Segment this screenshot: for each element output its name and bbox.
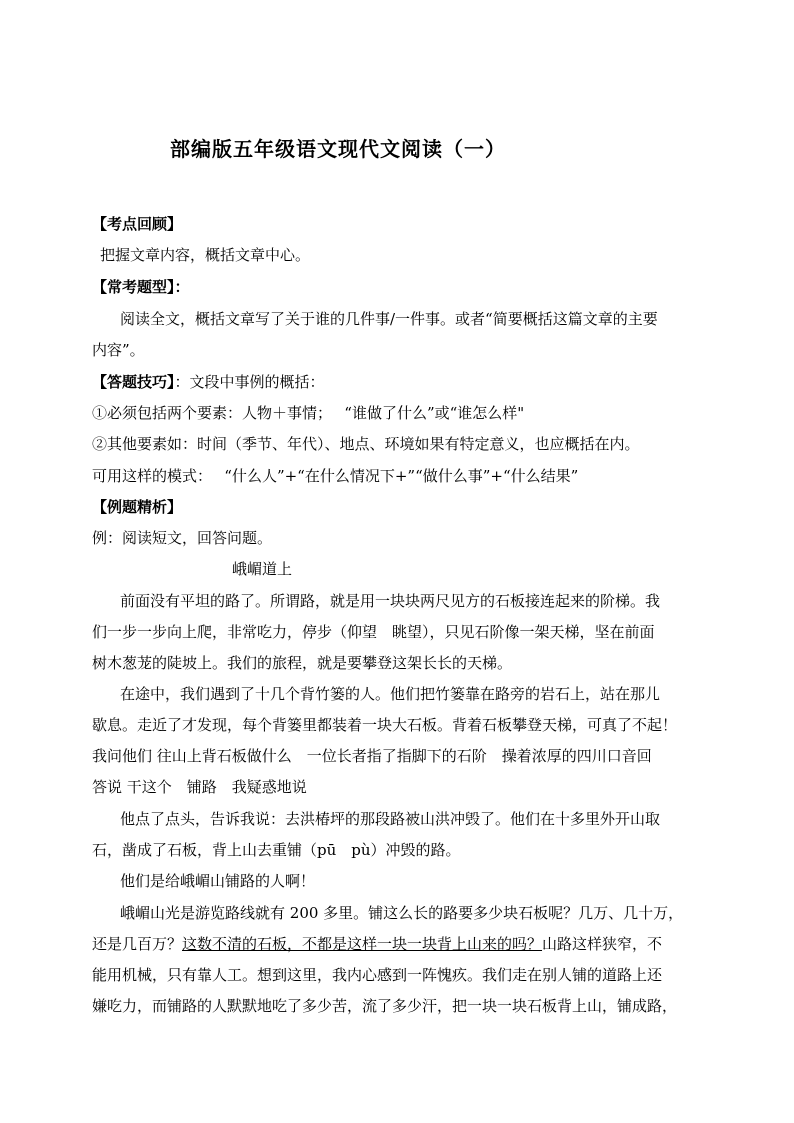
passage-paragraph-5-line-4: 嫌吃力，而铺路的人默默地吃了多少苦，流了多少汗，把一块一块石板背上山，铺成路，	[92, 997, 678, 1015]
passage-paragraph-5-line-3: 能用机械，只有靠人工。想到这里，我内心感到一阵愧疚。我们走在别人铺的道路上还	[92, 966, 663, 984]
passage-p5-text-before: 还是几百万？	[92, 935, 183, 953]
passage-paragraph-4-line-1: 他们是给峨嵋山铺路的人啊！	[120, 872, 316, 890]
passage-paragraph-5-line-2	[92, 933, 704, 955]
skills-line	[92, 371, 704, 393]
passage-paragraph-5-line-1: 峨嵋山光是游览路线就有 200 多里。铺这么长的路要多少块石板呢？几万、几十万，	[120, 904, 684, 922]
passage-paragraph-2-line-3: 我问他们 往山上背石板做什么 一位长者指了指脚下的石阶 操着浓厚的四川口音回	[92, 747, 652, 765]
question-types-text-line-2: 内容”。	[92, 341, 145, 359]
passage-paragraph-2-line-4: 答说 干这个 铺路 我疑惑地说	[92, 778, 307, 796]
skill-item-2: ②其他要素如：时间（季节、年代）、地点、环境如果有特定意义，也应概括在内。	[92, 435, 640, 453]
passage-paragraph-1-line-2: 们一步一步向上爬，非常吃力，停步（仰望 眺望），只见石阶像一架天梯，坚在前面	[92, 623, 655, 641]
passage-paragraph-1-line-1: 前面没有平坦的路了。所谓路，就是用一块块两尺见方的石板接连起来的阶梯。我	[120, 592, 661, 610]
review-heading: 【考点回顾】	[92, 215, 183, 233]
passage-title: 峨嵋道上	[232, 560, 293, 578]
skills-intro: ：文段中事例的概括：	[174, 373, 325, 391]
passage-paragraph-2-line-1: 在途中，我们遇到了十几个背竹篓的人。他们把竹篓靠在路旁的岩石上，站在那儿	[120, 685, 661, 703]
example-intro: 例：阅读短文，回答问题。	[92, 529, 273, 547]
skills-heading: 【答题技巧】	[92, 373, 175, 391]
example-heading: 【例题精析】	[92, 498, 183, 516]
passage-p5-text-after: 山路这样狭窄，不	[542, 935, 663, 953]
question-types-text-line-1: 阅读全文，概括文章写了关于谁的几件事/一件事。或者“简要概括这篇文章的主要	[120, 310, 658, 328]
skill-item-1: ①必须包括两个要素：人物＋事情； “谁做了什么”或“谁怎么样"	[92, 404, 525, 422]
passage-paragraph-1-line-3: 树木葱茏的陡坡上。我们的旅程，就是要攀登这架长长的天梯。	[92, 654, 513, 672]
skill-item-3: 可用这样的模式： “什么人”+“在什么情况下+”“做什么事”+“什么结果”	[92, 467, 579, 485]
passage-paragraph-3-line-2: 石，凿成了石板，背上山去重铺（pū pù）冲毁的路。	[92, 841, 461, 859]
page-title: 部编版五年级语文现代文阅读（一）	[170, 137, 506, 161]
question-types-heading: 【常考题型】：	[92, 278, 190, 296]
passage-paragraph-2-line-2: 歇息。走近了才发现，每个背篓里都装着一块大石板。背着石板攀登天梯，可真了不起！	[92, 716, 678, 734]
review-text: 把握文章内容，概括文章中心。	[100, 246, 311, 264]
passage-paragraph-3-line-1: 他点了点头，告诉我说：去洪椿坪的那段路被山洪冲毁了。他们在十多里外开山取	[120, 810, 661, 828]
underlined-sentence: 这数不清的石板，不都是这样一块一块背上山来的吗？	[182, 935, 543, 953]
